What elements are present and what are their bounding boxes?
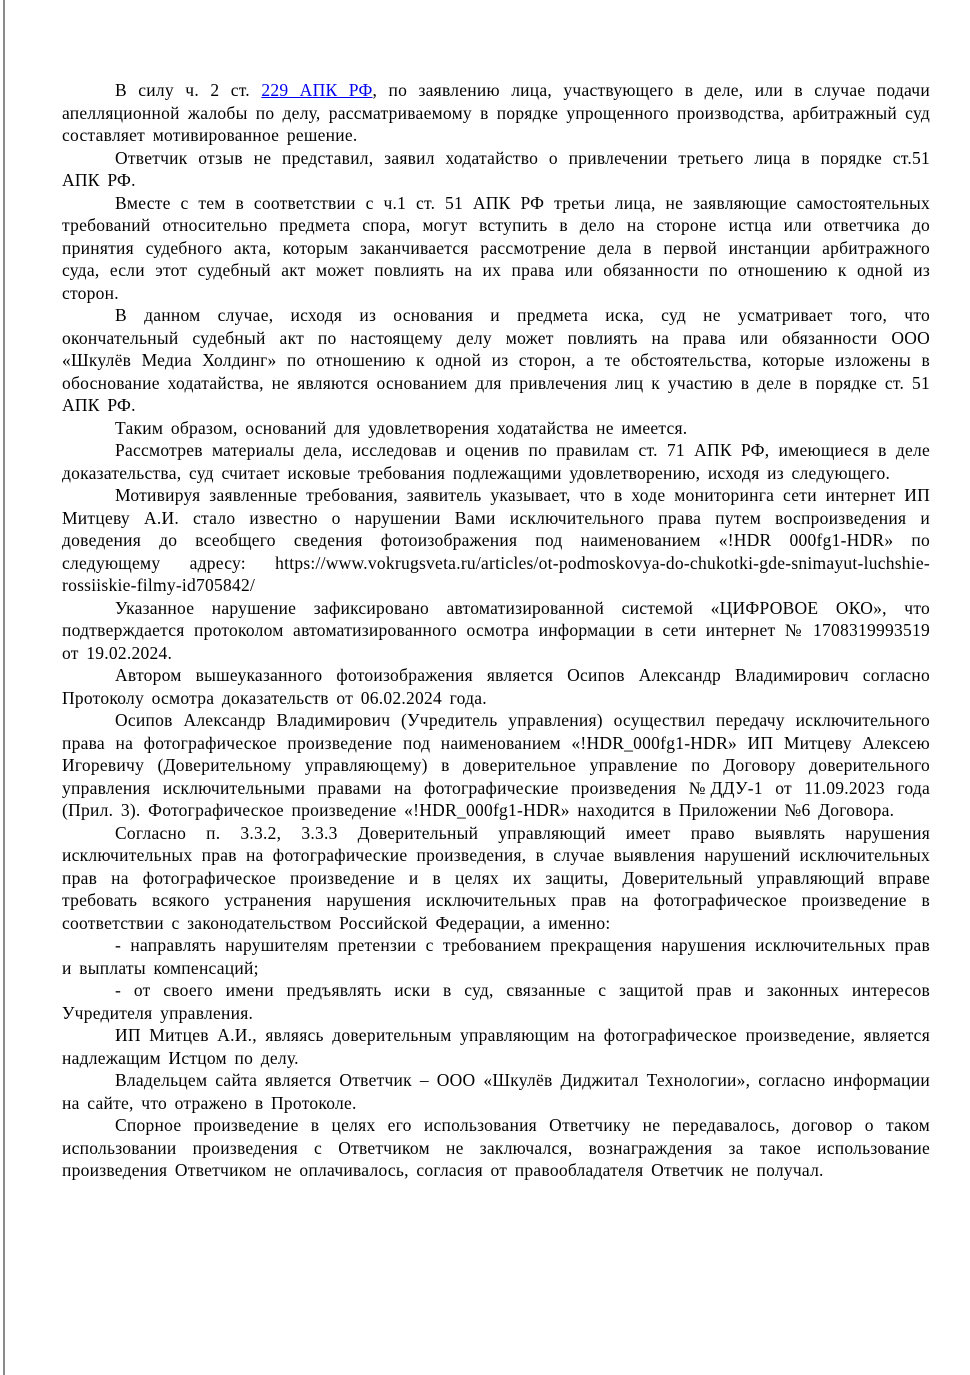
document-paragraph: Мотивируя заявленные требования, заявитель указывает, что в ходе мониторинга сети интернет ИП Митцеву А.И. стало известно о нарушении Вами исключительного права путем воспроизведения и доведения до всеобщего сведения фотоизображения под наименованием «!HDR 000fg1-HDR» по следующему адресу: https://www.vokrugsveta.ru/articles/ot-podmoskovya-do-chukotki-gde-snimayut-luchshie-rossiiskie-filmy-id705842/ xyxy=(62,485,930,595)
paragraph-text: , по заявлению лица, участвующего в деле, или в случае подачи апелляционной жалобы по делу, рассматриваемому в порядке упрощенного производства, арбитражный суд составляет мотивированное решение. xyxy=(62,80,930,145)
document-paragraph xyxy=(62,79,930,147)
document-paragraph: Осипов Александр Владимирович (Учредитель управления) осуществил передачу исключительного права на фотографическое произведение под наименованием «!HDR_000fg1-HDR» ИП Митцеву Алексею Игоревичу (Доверительному управляющему) в доверительное управление по Договору доверительного управления исключительными правами на фотографические произведения №ДДУ-1 от 11.09.2023 года (Прил. 3). Фотографическое произведение «!HDR_000fg1-HDR» находится в Приложении №6 Договора. xyxy=(62,710,930,820)
paragraph-text: В силу ч. 2 ст. xyxy=(115,80,262,100)
document-paragraph: Вместе с тем в соответствии с ч.1 ст. 51 АПК РФ третьи лица, не заявляющие самостоятельных требований относительно предмета спора, могут вступить в дело на стороне истца или ответчика до принятия судебного акта, которым заканчивается рассмотрение дела в первой инстанции арбитражного суда, если этот судебный акт может повлиять на их права или обязанности по отношению к одной из сторон. xyxy=(62,192,930,303)
document-paragraph: В данном случае, исходя из основания и предмета иска, суд не усматривает того, что окончательный судебный акт по настоящему делу может повлиять на права или обязанности ООО «Шкулёв Медиа Холдинг» по отношению к одной из сторон, а те обстоятельства, которые изложены в обоснование ходатайства, не являются основанием для привлечения лиц к участию в деле в порядке ст. 51 АПК РФ. xyxy=(62,305,930,415)
document-paragraph: Автором вышеуказанного фотоизображения является Осипов Александр Владимирович согласно Протоколу осмотра доказательств от 06.02.2024 года. xyxy=(62,665,930,708)
document-paragraph: Владельцем сайта является Ответчик – ООО «Шкулёв Диджитал Технологии», согласно информации на сайте, что отражено в Протоколе. xyxy=(62,1070,930,1113)
document-paragraph: Указанное нарушение зафиксировано автоматизированной системой «ЦИФРОВОЕ ОКО», что подтверждается протоколом автоматизированного осмотра информации в сети интернет № 1708319993519 от 19.02.2024. xyxy=(62,597,930,663)
document-body xyxy=(62,79,930,1182)
document-paragraph: Спорное произведение в целях его использования Ответчику не передавалось, договор о таком использовании произведения с Ответчиком не заключался, вознаграждения за такое использование произведения Ответчиком не оплачивалось, согласия от правообладателя Ответчик не получал. xyxy=(62,1115,930,1180)
document-paragraph: Рассмотрев материалы дела, исследовав и оценив по правилам ст. 71 АПК РФ, имеющиеся в деле доказательства, суд считает исковые требования подлежащими удовлетворению, исходя из следующего. xyxy=(62,440,930,483)
document-paragraph: - от своего имени предъявлять иски в суд, связанные с защитой прав и законных интересов Учредителя управления. xyxy=(62,980,930,1023)
document-paragraph: Ответчик отзыв не представил, заявил ходатайство о привлечении третьего лица в порядке ст.51 АПК РФ. xyxy=(62,147,930,190)
document-paragraph: Согласно п. 3.3.2, 3.3.3 Доверительный управляющий имеет право выявлять нарушения исключительных прав на фотографические произведения, в случае выявления нарушений исключительных прав на фотографическое произведение и в целях их защиты, Доверительный управляющий вправе требовать всякого устранения нарушения исключительных прав на фотографическое произведение в соответствии с законодательством Российской Федерации, а именно: xyxy=(62,822,930,933)
document-paragraph: Таким образом, оснований для удовлетворения ходатайства не имеется. xyxy=(115,417,688,438)
apk-rf-229-link[interactable]: 229 АПК РФ xyxy=(261,80,373,100)
page-left-edge-line xyxy=(3,0,5,1375)
document-paragraph: - направлять нарушителям претензии с требованием прекращения нарушения исключительных прав и выплаты компенсаций; xyxy=(62,935,930,978)
document-paragraph: ИП Митцев А.И., являясь доверительным управляющим на фотографическое произведение, является надлежащим Истцом по делу. xyxy=(62,1025,930,1068)
